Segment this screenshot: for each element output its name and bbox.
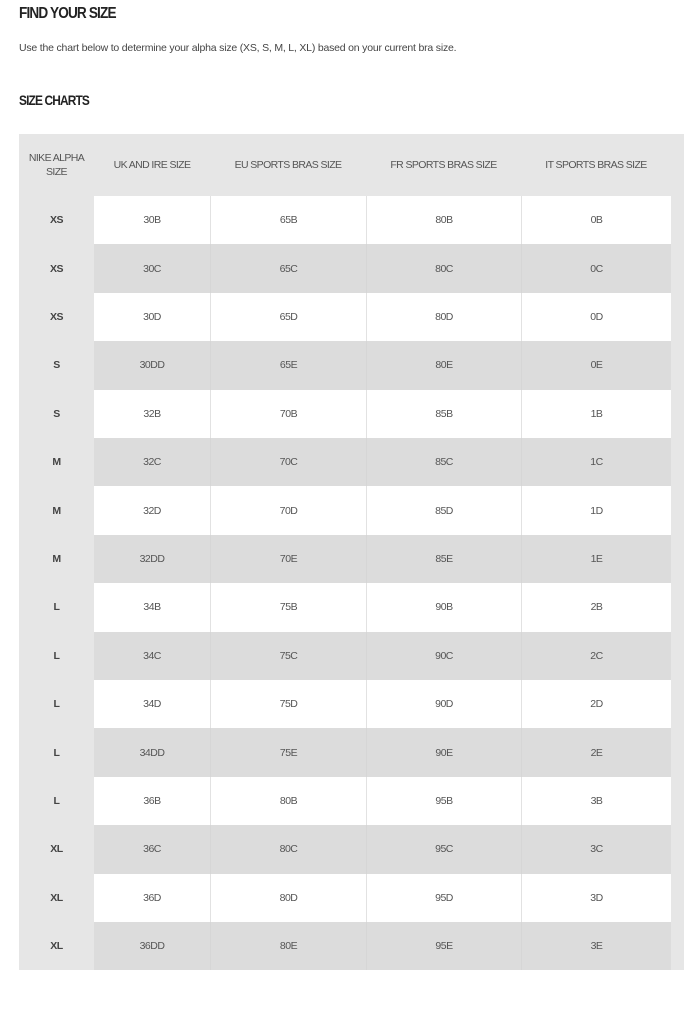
cell-uk-size: 32C: [94, 438, 210, 486]
header-it-size: IT SPORTS BRAS SIZE: [545, 159, 647, 171]
cell-alpha-size: L: [19, 632, 94, 680]
table-row: [19, 293, 671, 341]
cell-it-size: 3D: [521, 874, 671, 922]
table-row: [19, 244, 671, 292]
cell-fr-size: 95B: [366, 777, 521, 825]
cell-eu-size: 70E: [210, 535, 366, 583]
table-row: [19, 535, 671, 583]
cell-it-size: 2B: [521, 583, 671, 631]
cell-fr-size: 85E: [366, 535, 521, 583]
header-uk-size: UK AND IRE SIZE: [113, 159, 191, 171]
cell-fr-size: 80E: [366, 341, 521, 389]
cell-it-size: 3B: [521, 777, 671, 825]
table-row: [19, 486, 671, 534]
cell-uk-size: 30D: [94, 293, 210, 341]
cell-fr-size: 80C: [366, 244, 521, 292]
cell-alpha-size: L: [19, 583, 94, 631]
cell-alpha-size: XS: [19, 196, 94, 244]
cell-it-size: 3C: [521, 825, 671, 873]
cell-eu-size: 80C: [210, 825, 366, 873]
cell-uk-size: 30C: [94, 244, 210, 292]
cell-eu-size: 80E: [210, 922, 366, 970]
cell-eu-size: 80B: [210, 777, 366, 825]
cell-alpha-size: XS: [19, 244, 94, 292]
cell-eu-size: 65B: [210, 196, 366, 244]
table-row: [19, 777, 671, 825]
page-title: FIND YOUR SIZE: [19, 5, 116, 22]
cell-eu-size: 75E: [210, 728, 366, 776]
cell-alpha-size: S: [19, 341, 94, 389]
cell-alpha-size: M: [19, 486, 94, 534]
cell-it-size: 1E: [521, 535, 671, 583]
cell-it-size: 1B: [521, 390, 671, 438]
table-row: [19, 632, 671, 680]
cell-uk-size: 30DD: [94, 341, 210, 389]
cell-uk-size: 34B: [94, 583, 210, 631]
cell-eu-size: 70C: [210, 438, 366, 486]
cell-fr-size: 95E: [366, 922, 521, 970]
table-row: [19, 438, 671, 486]
table-row: [19, 874, 671, 922]
cell-alpha-size: L: [19, 777, 94, 825]
cell-fr-size: 90E: [366, 728, 521, 776]
section-title: SIZE CHARTS: [19, 92, 89, 108]
cell-eu-size: 70B: [210, 390, 366, 438]
cell-eu-size: 75B: [210, 583, 366, 631]
header-fr-size: FR SPORTS BRAS SIZE: [390, 159, 497, 171]
table-row: [19, 728, 671, 776]
cell-alpha-size: XL: [19, 922, 94, 970]
cell-it-size: 0B: [521, 196, 671, 244]
cell-uk-size: 36D: [94, 874, 210, 922]
table-row: [19, 680, 671, 728]
cell-eu-size: 65D: [210, 293, 366, 341]
cell-fr-size: 80B: [366, 196, 521, 244]
cell-alpha-size: XS: [19, 293, 94, 341]
cell-fr-size: 90B: [366, 583, 521, 631]
cell-it-size: 2D: [521, 680, 671, 728]
table-row: [19, 825, 671, 873]
table-row: [19, 196, 671, 244]
cell-fr-size: 90D: [366, 680, 521, 728]
cell-alpha-size: L: [19, 680, 94, 728]
cell-uk-size: 36DD: [94, 922, 210, 970]
cell-fr-size: 85C: [366, 438, 521, 486]
cell-it-size: 2C: [521, 632, 671, 680]
cell-it-size: 3E: [521, 922, 671, 970]
cell-fr-size: 95C: [366, 825, 521, 873]
cell-uk-size: 32DD: [94, 535, 210, 583]
cell-fr-size: 80D: [366, 293, 521, 341]
cell-uk-size: 36C: [94, 825, 210, 873]
cell-eu-size: 80D: [210, 874, 366, 922]
size-chart-table: [19, 134, 684, 970]
header-eu-size: EU SPORTS BRAS SIZE: [234, 159, 342, 171]
cell-uk-size: 34C: [94, 632, 210, 680]
cell-eu-size: 75D: [210, 680, 366, 728]
cell-fr-size: 90C: [366, 632, 521, 680]
cell-alpha-size: XL: [19, 874, 94, 922]
cell-it-size: 2E: [521, 728, 671, 776]
cell-eu-size: 65E: [210, 341, 366, 389]
cell-eu-size: 75C: [210, 632, 366, 680]
cell-uk-size: 34DD: [94, 728, 210, 776]
cell-it-size: 0D: [521, 293, 671, 341]
table-row: [19, 583, 671, 631]
cell-uk-size: 30B: [94, 196, 210, 244]
intro-text: Use the chart below to determine your alpha size (XS, S, M, L, XL) based on your current bra size.: [19, 42, 457, 54]
cell-it-size: 0E: [521, 341, 671, 389]
cell-it-size: 1D: [521, 486, 671, 534]
cell-alpha-size: S: [19, 390, 94, 438]
cell-it-size: 0C: [521, 244, 671, 292]
table-row: [19, 390, 671, 438]
cell-uk-size: 34D: [94, 680, 210, 728]
cell-uk-size: 32B: [94, 390, 210, 438]
cell-alpha-size: L: [19, 728, 94, 776]
cell-fr-size: 95D: [366, 874, 521, 922]
cell-uk-size: 36B: [94, 777, 210, 825]
table-row: [19, 922, 671, 970]
cell-alpha-size: M: [19, 535, 94, 583]
cell-uk-size: 32D: [94, 486, 210, 534]
cell-it-size: 1C: [521, 438, 671, 486]
cell-eu-size: 70D: [210, 486, 366, 534]
cell-alpha-size: M: [19, 438, 94, 486]
cell-alpha-size: XL: [19, 825, 94, 873]
header-alpha-size: NIKE ALPHA SIZE: [28, 152, 85, 178]
cell-fr-size: 85B: [366, 390, 521, 438]
cell-eu-size: 65C: [210, 244, 366, 292]
table-row: [19, 341, 671, 389]
cell-fr-size: 85D: [366, 486, 521, 534]
